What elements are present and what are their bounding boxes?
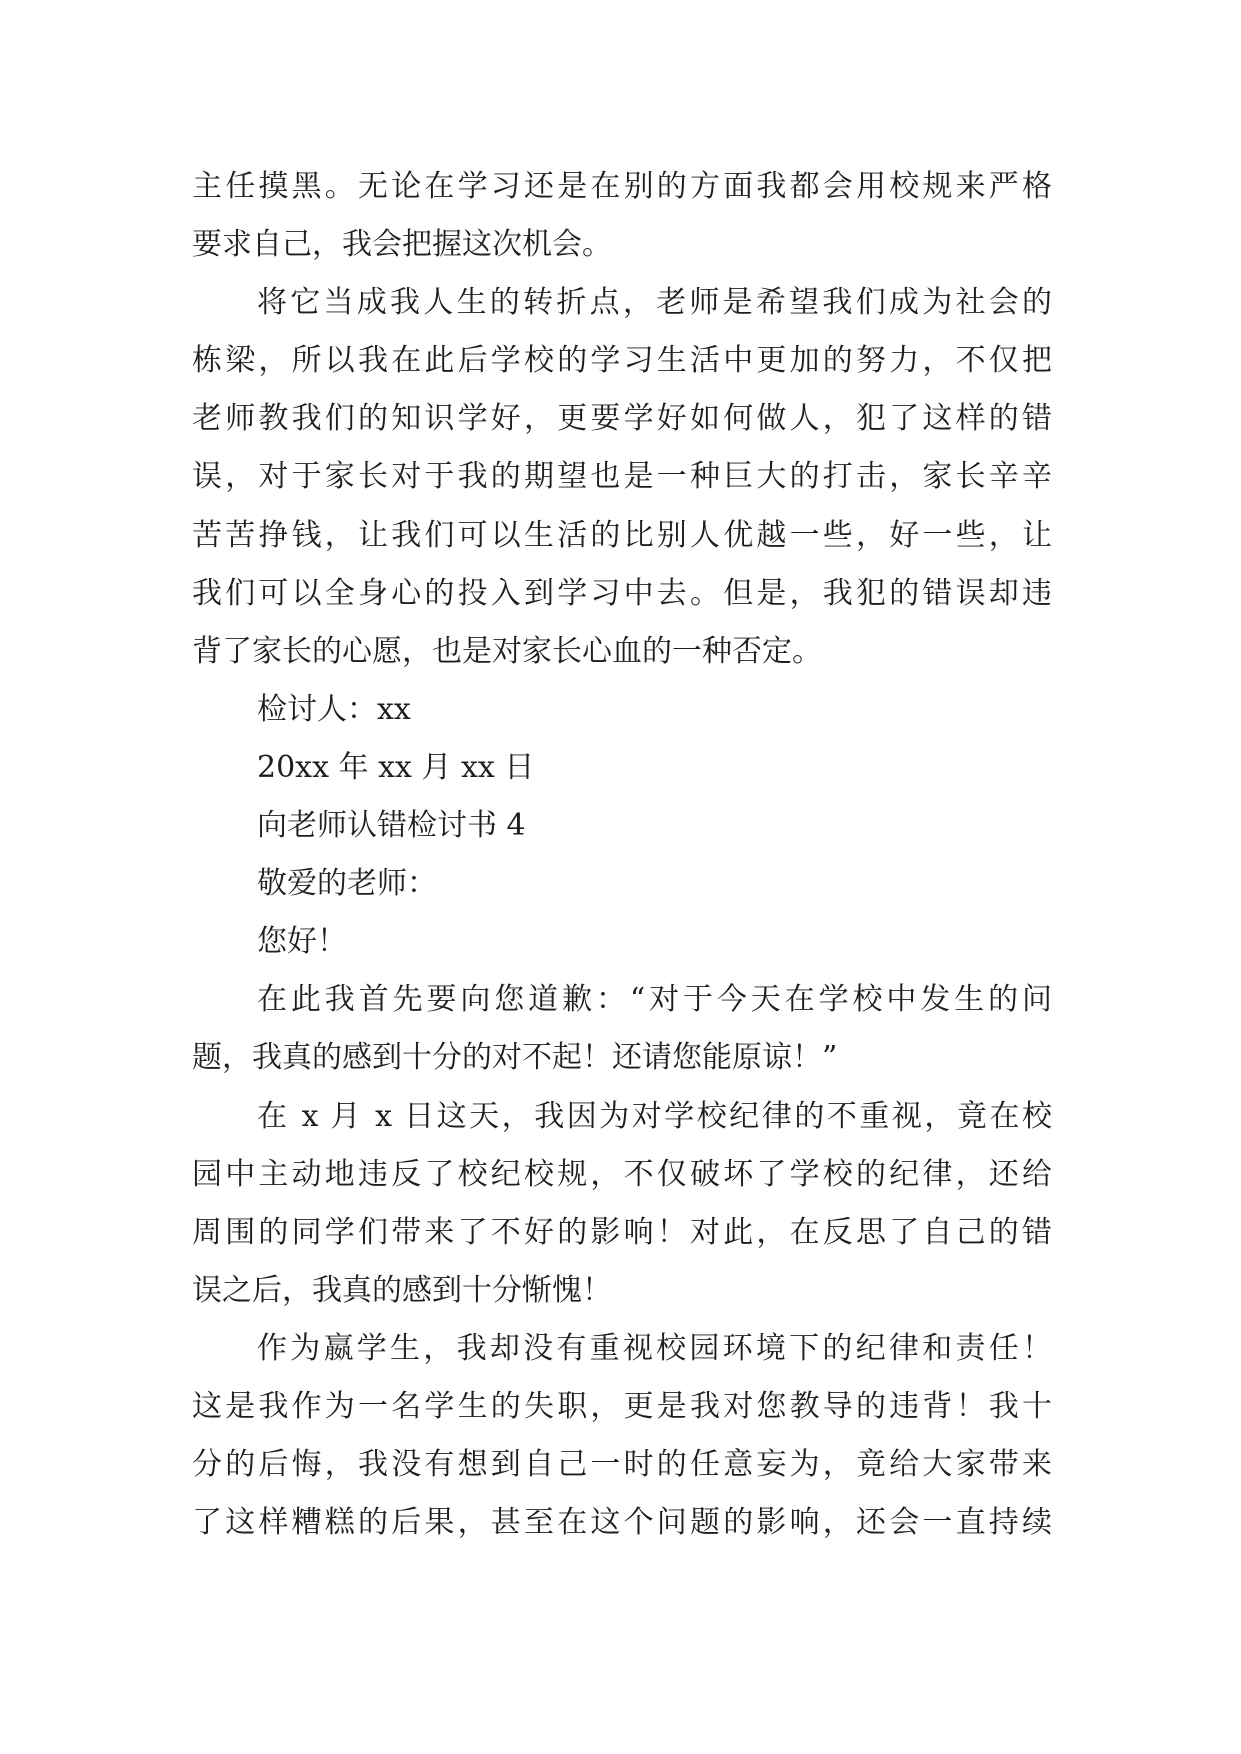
text-line: 了这样糟糕的后果，甚至在这个问题的影响，还会一直持续 <box>192 1505 1052 1541</box>
document-body <box>192 158 1052 1552</box>
text-line: 园中主动地违反了校纪校规，不仅破坏了学校的纪律，还给 <box>192 1156 1052 1192</box>
text-line: 题，我真的感到十分的对不起！还请您能原谅！” <box>192 1040 838 1076</box>
text-line: 背了家长的心愿，也是对家长心血的一种否定。 <box>192 633 822 669</box>
text-line: 我们可以全身心的投入到学习中去。但是，我犯的错误却违 <box>192 575 1052 611</box>
text-line: 栋梁，所以我在此后学校的学习生活中更加的努力，不仅把 <box>192 343 1052 379</box>
paragraph-first-line: 在此我首先要向您道歉：“对于今天在学校中发生的问 <box>257 982 1052 1018</box>
paragraph-first-line: 作为嬴学生，我却没有重视校园环境下的纪律和责任！ <box>257 1330 1052 1366</box>
text-line: 误，对于家长对于我的期望也是一种巨大的打击，家长辛辛 <box>192 459 1052 495</box>
text-line: 分的后悔，我没有想到自己一时的任意妄为，竟给大家带来 <box>192 1447 1052 1483</box>
text-line: 老师教我们的知识学好，更要学好如何做人，犯了这样的错 <box>192 401 1052 437</box>
text-line: 苦苦挣钱，让我们可以生活的比别人优越一些，好一些，让 <box>192 517 1052 553</box>
section-title: 向老师认错检讨书 4 <box>257 808 526 844</box>
text-line: 主任摸黑。无论在学习还是在别的方面我都会用校规来严格 <box>192 169 1052 204</box>
text-line: 周围的同学们带来了不好的影响！对此，在反思了自己的错 <box>192 1214 1052 1250</box>
paragraph-first-line: 将它当成我人生的转折点，老师是希望我们成为社会的 <box>257 285 1052 321</box>
salutation: 敬爱的老师： <box>257 866 437 902</box>
text-line: 这是我作为一名学生的失职，更是我对您教导的违背！我十 <box>192 1388 1052 1424</box>
greeting: 您好！ <box>257 924 347 960</box>
signature-line: 检讨人：xx <box>257 691 411 727</box>
text-line: 误之后，我真的感到十分惭愧！ <box>192 1272 612 1308</box>
paragraph-first-line: 在 x 月 x 日这天，我因为对学校纪律的不重视，竟在校 <box>257 1098 1052 1134</box>
text-line: 要求自己，我会把握这次机会。 <box>192 227 612 263</box>
date-line: 20xx 年 xx 月 xx 日 <box>257 749 535 785</box>
